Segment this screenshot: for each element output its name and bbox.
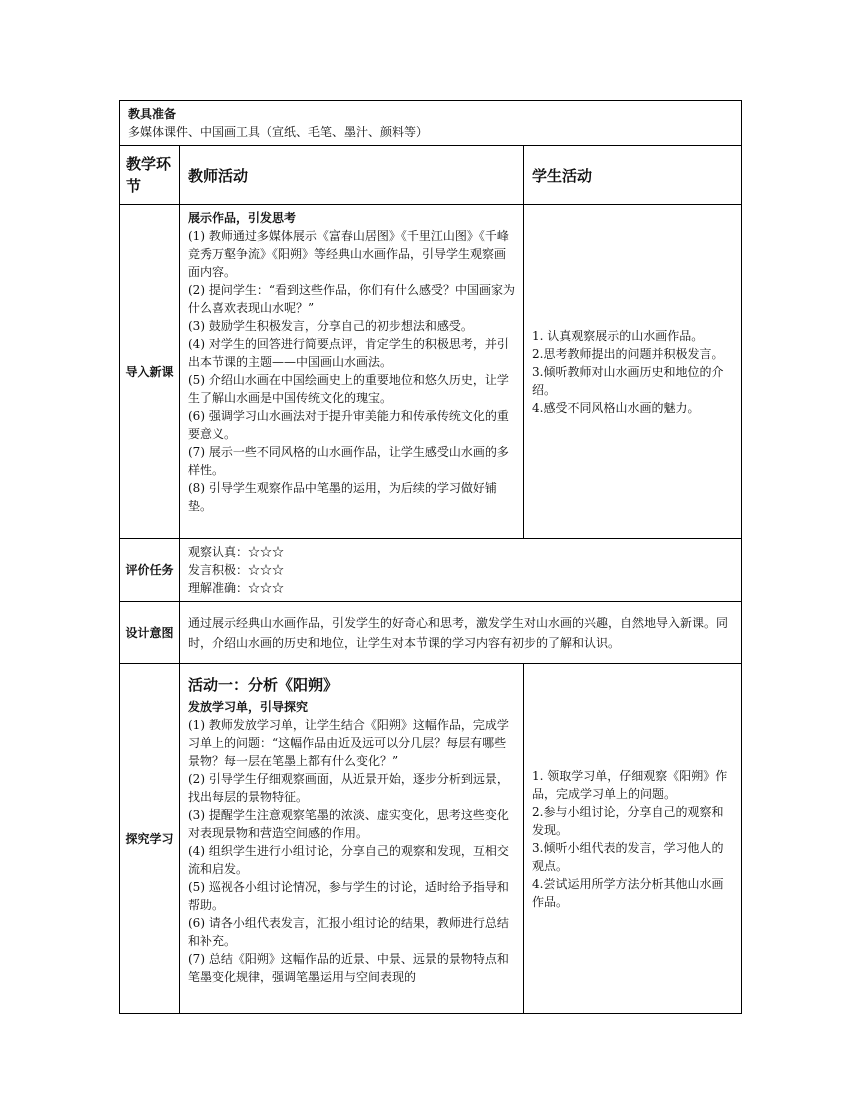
intro-row	[120, 205, 742, 539]
explore-student-item: 2.参与小组讨论，分享自己的观察和发现。	[532, 804, 724, 837]
explore-teacher-title: 发放学习单，引导探究	[188, 700, 309, 714]
intro-teacher-cell	[180, 205, 524, 539]
explore-student-cell	[524, 664, 742, 1014]
explore-student-list	[532, 767, 733, 911]
explore-teacher-list	[188, 698, 515, 986]
design-text: 通过展示经典山水画作品，引发学生的好奇心和思考，激发学生对山水画的兴趣，自然地导入新课。同时，介绍山水画的历史和地位，让学生对本节课的学习内容有初步的了解和认识。	[188, 615, 729, 650]
explore-student-item: 4.尝试运用所学方法分析其他山水画作品。	[532, 876, 724, 909]
explore-row	[120, 664, 742, 1014]
evaluation-cell	[180, 539, 742, 602]
intro-stage: 导入新课	[120, 205, 180, 539]
intro-student-item: 2.思考教师提出的问题并积极发言。	[532, 346, 724, 361]
explore-teacher-item: (4) 组织学生进行小组讨论，分享自己的观察和发现，互相交流和启发。	[188, 844, 509, 876]
explore-stage: 探究学习	[120, 664, 180, 1014]
header-teacher: 教师活动	[180, 146, 524, 205]
intro-student-item: 4.感受不同风格山水画的魅力。	[532, 400, 700, 415]
explore-teacher-item: (2) 引导学生仔细观察画面，从近景开始，逐步分析到远景，找出每层的景物特征。	[188, 772, 509, 804]
explore-activity-title: 活动一：分析《阳朔》	[188, 676, 339, 694]
design-row	[120, 602, 742, 664]
intro-teacher-item: (3) 鼓励学生积极发言，分享自己的初步想法和感受。	[188, 319, 473, 333]
intro-student-item: 1. 认真观察展示的山水画作品。	[532, 328, 704, 343]
explore-teacher-item: (3) 提醒学生注意观察笔墨的浓淡、虚实变化，思考这些变化对表现景物和营造空间感的作用。	[188, 808, 509, 840]
intro-student-cell	[524, 205, 742, 539]
evaluation-item: 理解准确：☆☆☆	[188, 581, 285, 595]
explore-teacher-item: (6) 请各小组代表发言，汇报小组讨论的结果，教师进行总结和补充。	[188, 916, 509, 948]
intro-student-item: 3.倾听教师对山水画历史和地位的介绍。	[532, 364, 724, 397]
explore-student-item: 1. 领取学习单，仔细观察《阳朔》作品，完成学习单上的问题。	[532, 768, 728, 801]
header-row	[120, 146, 742, 205]
prep-text: 多媒体课件、中国画工具（宣纸、毛笔、墨汁、颜料等）	[128, 125, 429, 139]
explore-teacher-item: (5) 巡视各小组讨论情况，参与学生的讨论，适时给予指导和帮助。	[188, 880, 509, 912]
intro-teacher-item: (5) 介绍山水画在中国绘画史上的重要地位和悠久历史，让学生了解山水画是中国传统文化的瑰宝。	[188, 373, 509, 405]
explore-teacher-cell	[180, 664, 524, 1014]
intro-teacher-item: (2) 提问学生：“看到这些作品，你们有什么感受？中国画家为什么喜欢表现山水呢？”	[188, 283, 515, 315]
intro-teacher-item: (6) 强调学习山水画法对于提升审美能力和传承传统文化的重要意义。	[188, 409, 509, 441]
intro-teacher-item: (7) 展示一些不同风格的山水画作品，让学生感受山水画的多样性。	[188, 445, 509, 477]
design-stage: 设计意图	[120, 602, 180, 664]
intro-teacher-title: 展示作品，引发思考	[188, 211, 297, 225]
intro-student-list	[532, 327, 733, 417]
explore-teacher-item: (1) 教师发放学习单，让学生结合《阳朔》这幅作品，完成学习单上的问题：“这幅作品由近及远可以分几层？每层有哪些景物？每一层在笔墨上都有什么变化？”	[188, 718, 509, 768]
header-stage: 教学环节	[120, 146, 180, 205]
explore-student-item: 3.倾听小组代表的发言，学习他人的观点。	[532, 840, 724, 873]
lesson-plan-table	[119, 100, 742, 1014]
prep-row	[120, 101, 742, 146]
intro-teacher-item: (1) 教师通过多媒体展示《富春山居图》《千里江山图》《千峰竞秀万壑争流》《阳朔》等经典山水画作品，引导学生观察画面内容。	[188, 229, 509, 279]
evaluation-row	[120, 539, 742, 602]
intro-teacher-list	[188, 209, 515, 515]
explore-teacher-item: (7) 总结《阳朔》这幅作品的近景、中景、远景的景物特点和笔墨变化规律，强调笔墨运用与空间表现的	[188, 952, 509, 984]
lesson-plan-page	[119, 100, 741, 1014]
design-cell	[180, 602, 742, 664]
intro-teacher-item: (4) 对学生的回答进行简要点评，肯定学生的积极思考，并引出本节课的主题——中国画山水画法。	[188, 337, 509, 369]
evaluation-stage: 评价任务	[120, 539, 180, 602]
header-student: 学生活动	[524, 146, 742, 205]
evaluation-list	[188, 543, 733, 597]
intro-teacher-item: (8) 引导学生观察作品中笔墨的运用，为后续的学习做好铺垫。	[188, 481, 497, 513]
prep-title: 教具准备	[128, 107, 177, 121]
evaluation-item: 观察认真：☆☆☆	[188, 545, 285, 559]
evaluation-item: 发言积极：☆☆☆	[188, 563, 285, 577]
prep-cell	[120, 101, 742, 146]
design-text-wrap	[188, 613, 733, 653]
